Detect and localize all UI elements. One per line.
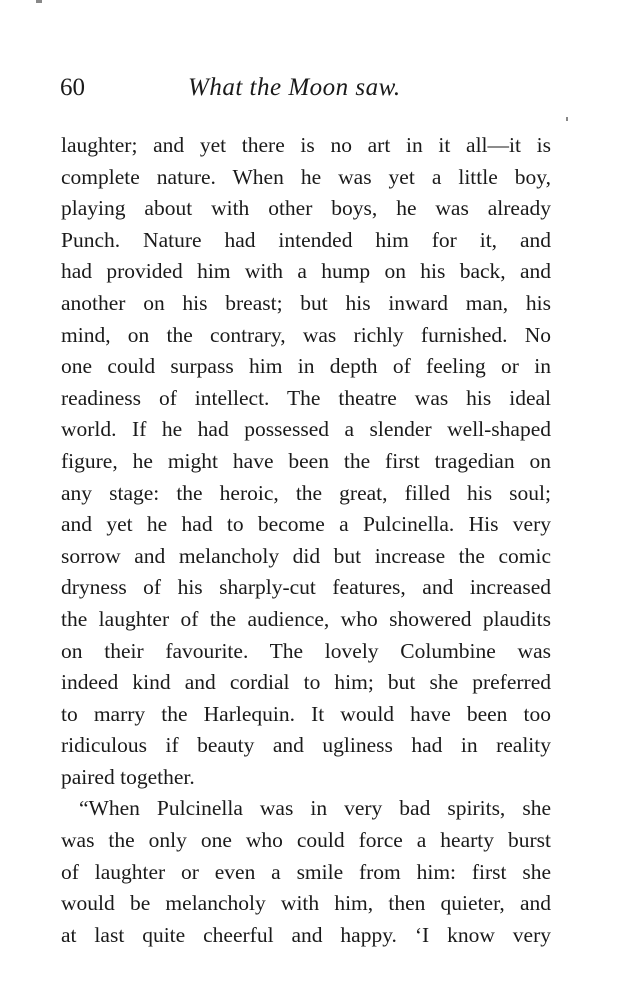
- text-line: was the only one who could force a hearty burst: [61, 828, 551, 853]
- scan-speck-right: [566, 117, 568, 121]
- text-line: world. If he had possessed a slender well-shaped: [61, 417, 551, 442]
- text-line: one could surpass him in depth of feeling or in: [61, 354, 551, 379]
- text-line: another on his breast; but his inward man, his: [61, 290, 551, 315]
- text-line: to marry the Harlequin. It would have been too: [61, 701, 551, 726]
- paragraph-end-line: paired together.: [61, 764, 195, 789]
- text-line: any stage: the heroic, the great, filled his soul;: [61, 480, 551, 505]
- text-line: on their favourite. The lovely Columbine was: [61, 638, 551, 663]
- text-line: readiness of intellect. The theatre was his ideal: [61, 385, 551, 410]
- text-line: Punch. Nature had intended him for it, and: [61, 227, 551, 252]
- page-number: 60: [60, 74, 85, 101]
- text-line: indeed kind and cordial to him; but she preferred: [61, 670, 551, 695]
- text-line: sorrow and melancholy did but increase the comic: [61, 543, 551, 568]
- page-header: [60, 74, 560, 108]
- text-line: “When Pulcinella was in very bad spirits, she: [79, 796, 551, 821]
- running-title: What the Moon saw.: [188, 74, 401, 101]
- scan-speck-top: [36, 0, 42, 3]
- text-line: figure, he might have been the first tragedian on: [61, 448, 551, 473]
- text-line: laughter; and yet there is no art in it all—it is: [61, 133, 551, 157]
- text-line: playing about with other boys, he was already: [61, 196, 551, 221]
- text-line: had provided him with a hump on his back, and: [61, 259, 551, 284]
- text-line: and yet he had to become a Pulcinella. His very: [61, 512, 551, 537]
- text-line: complete nature. When he was yet a little boy,: [61, 164, 551, 189]
- text-line: would be melancholy with him, then quieter, and: [61, 891, 551, 916]
- text-line: at last quite cheerful and happy. ‘I know very: [61, 922, 551, 947]
- body-text: [61, 130, 551, 951]
- text-line: of laughter or even a smile from him: first she: [61, 859, 551, 884]
- text-line: dryness of his sharply-cut features, and increased: [61, 575, 551, 600]
- text-line: the laughter of the audience, who showered plaudits: [61, 606, 551, 631]
- text-line: mind, on the contrary, was richly furnished. No: [61, 322, 551, 347]
- text-line: ridiculous if beauty and ugliness had in reality: [61, 733, 551, 758]
